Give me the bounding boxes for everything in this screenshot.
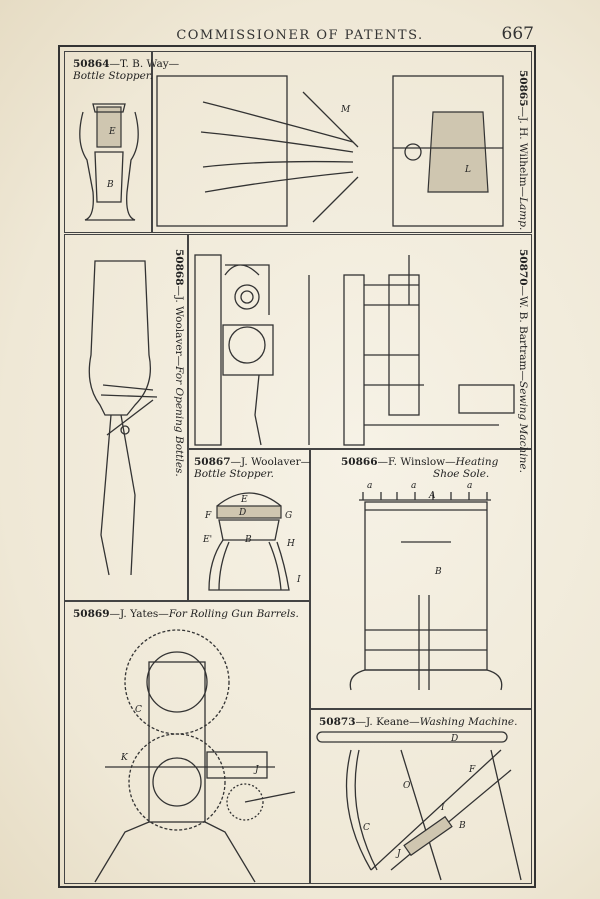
- fig-label-C: C: [135, 705, 142, 715]
- patent-number: 50867: [194, 456, 231, 468]
- inventor: —W. B. Bartram—: [517, 285, 529, 382]
- subject-part-1: Heating: [455, 456, 499, 468]
- fig-label-F: F: [205, 511, 212, 521]
- gun-barrel-roller-drawing: [65, 602, 311, 885]
- fig-label-K: K: [121, 753, 128, 763]
- subject: Lamp.: [517, 197, 529, 231]
- fig-label-J: J: [255, 765, 259, 775]
- subject-part-2: Shoe Sole.: [433, 468, 490, 480]
- panel-50869: [64, 601, 310, 884]
- inventor: —T. B. Way—: [109, 58, 180, 70]
- bottle-opener-drawing: [65, 235, 189, 602]
- fig-label-B: B: [459, 821, 466, 831]
- panel-50865: [152, 51, 532, 233]
- fig-label-L: L: [465, 165, 471, 175]
- fig-label-a: a: [467, 481, 473, 491]
- bottle-stopper-drawing: [65, 52, 153, 234]
- fig-label-D: D: [239, 508, 247, 518]
- fig-label-a: a: [411, 481, 417, 491]
- fig-label-C: C: [363, 823, 370, 833]
- subject: For Rolling Gun Barrels.: [168, 608, 299, 620]
- fig-label-I: I: [441, 803, 445, 813]
- inventor: —J. Yates—: [109, 608, 169, 620]
- panel-50873: [310, 709, 532, 884]
- inventor: —J. H. Wilhelm—: [517, 106, 529, 198]
- fig-label-H: H: [287, 539, 295, 549]
- subject: Bottle Stopper.: [194, 468, 274, 480]
- fig-label-M: M: [341, 105, 351, 115]
- fig-label-E: E: [241, 495, 248, 505]
- inventor: —J. Woolaver—: [230, 456, 312, 468]
- fig-label-O: O: [403, 781, 411, 791]
- shoe-sole-heater-drawing: [311, 450, 533, 710]
- caption-50865: [517, 70, 529, 230]
- bottle-stopper-2-drawing: [189, 450, 311, 602]
- fig-label-G: G: [285, 511, 293, 521]
- subject: Sewing Machine.: [517, 381, 529, 473]
- subject: Bottle Stopper.: [73, 70, 153, 82]
- inventor: —F. Winslow—: [377, 456, 456, 468]
- caption-50868: [173, 249, 185, 477]
- fig-label-B: B: [107, 180, 114, 190]
- page-number: 667: [501, 24, 534, 44]
- patent-number: 50870: [517, 249, 529, 286]
- page-header-title: COMMISSIONER OF PATENTS.: [176, 28, 424, 43]
- fig-label-B: B: [245, 535, 252, 545]
- patent-number: 50864: [73, 58, 110, 70]
- subject: For Opening Bottles.: [173, 366, 185, 477]
- panel-50864: [64, 51, 180, 233]
- inventor: —J. Woolaver—: [173, 285, 185, 367]
- fig-label-B: B: [435, 567, 442, 577]
- fig-label-D: D: [451, 734, 459, 744]
- subject: Washing Machine.: [419, 716, 518, 728]
- caption-50870: [517, 249, 529, 473]
- fig-label-I: I: [297, 575, 301, 585]
- fig-label-a: a: [367, 481, 373, 491]
- sewing-machine-drawing: [189, 235, 533, 450]
- figures-frame: [58, 45, 536, 888]
- fig-label-E: E: [109, 127, 116, 137]
- patent-number: 50865: [517, 70, 529, 107]
- fig-label-A: A: [429, 491, 436, 501]
- patent-number: 50873: [319, 716, 356, 728]
- lamp-drawing: [153, 52, 533, 234]
- panel-50866: [310, 449, 532, 709]
- inventor: —J. Keane—: [355, 716, 420, 728]
- panel-50867: [188, 449, 310, 601]
- fig-label-F: F: [469, 765, 476, 775]
- fig-label-J: J: [397, 849, 401, 859]
- fig-label-E-prime: E': [203, 535, 213, 545]
- patent-number: 50866: [341, 456, 378, 468]
- patent-number: 50869: [73, 608, 110, 620]
- washing-machine-drawing: [311, 710, 533, 885]
- panel-50868: [64, 234, 188, 601]
- patent-number: 50868: [173, 249, 185, 286]
